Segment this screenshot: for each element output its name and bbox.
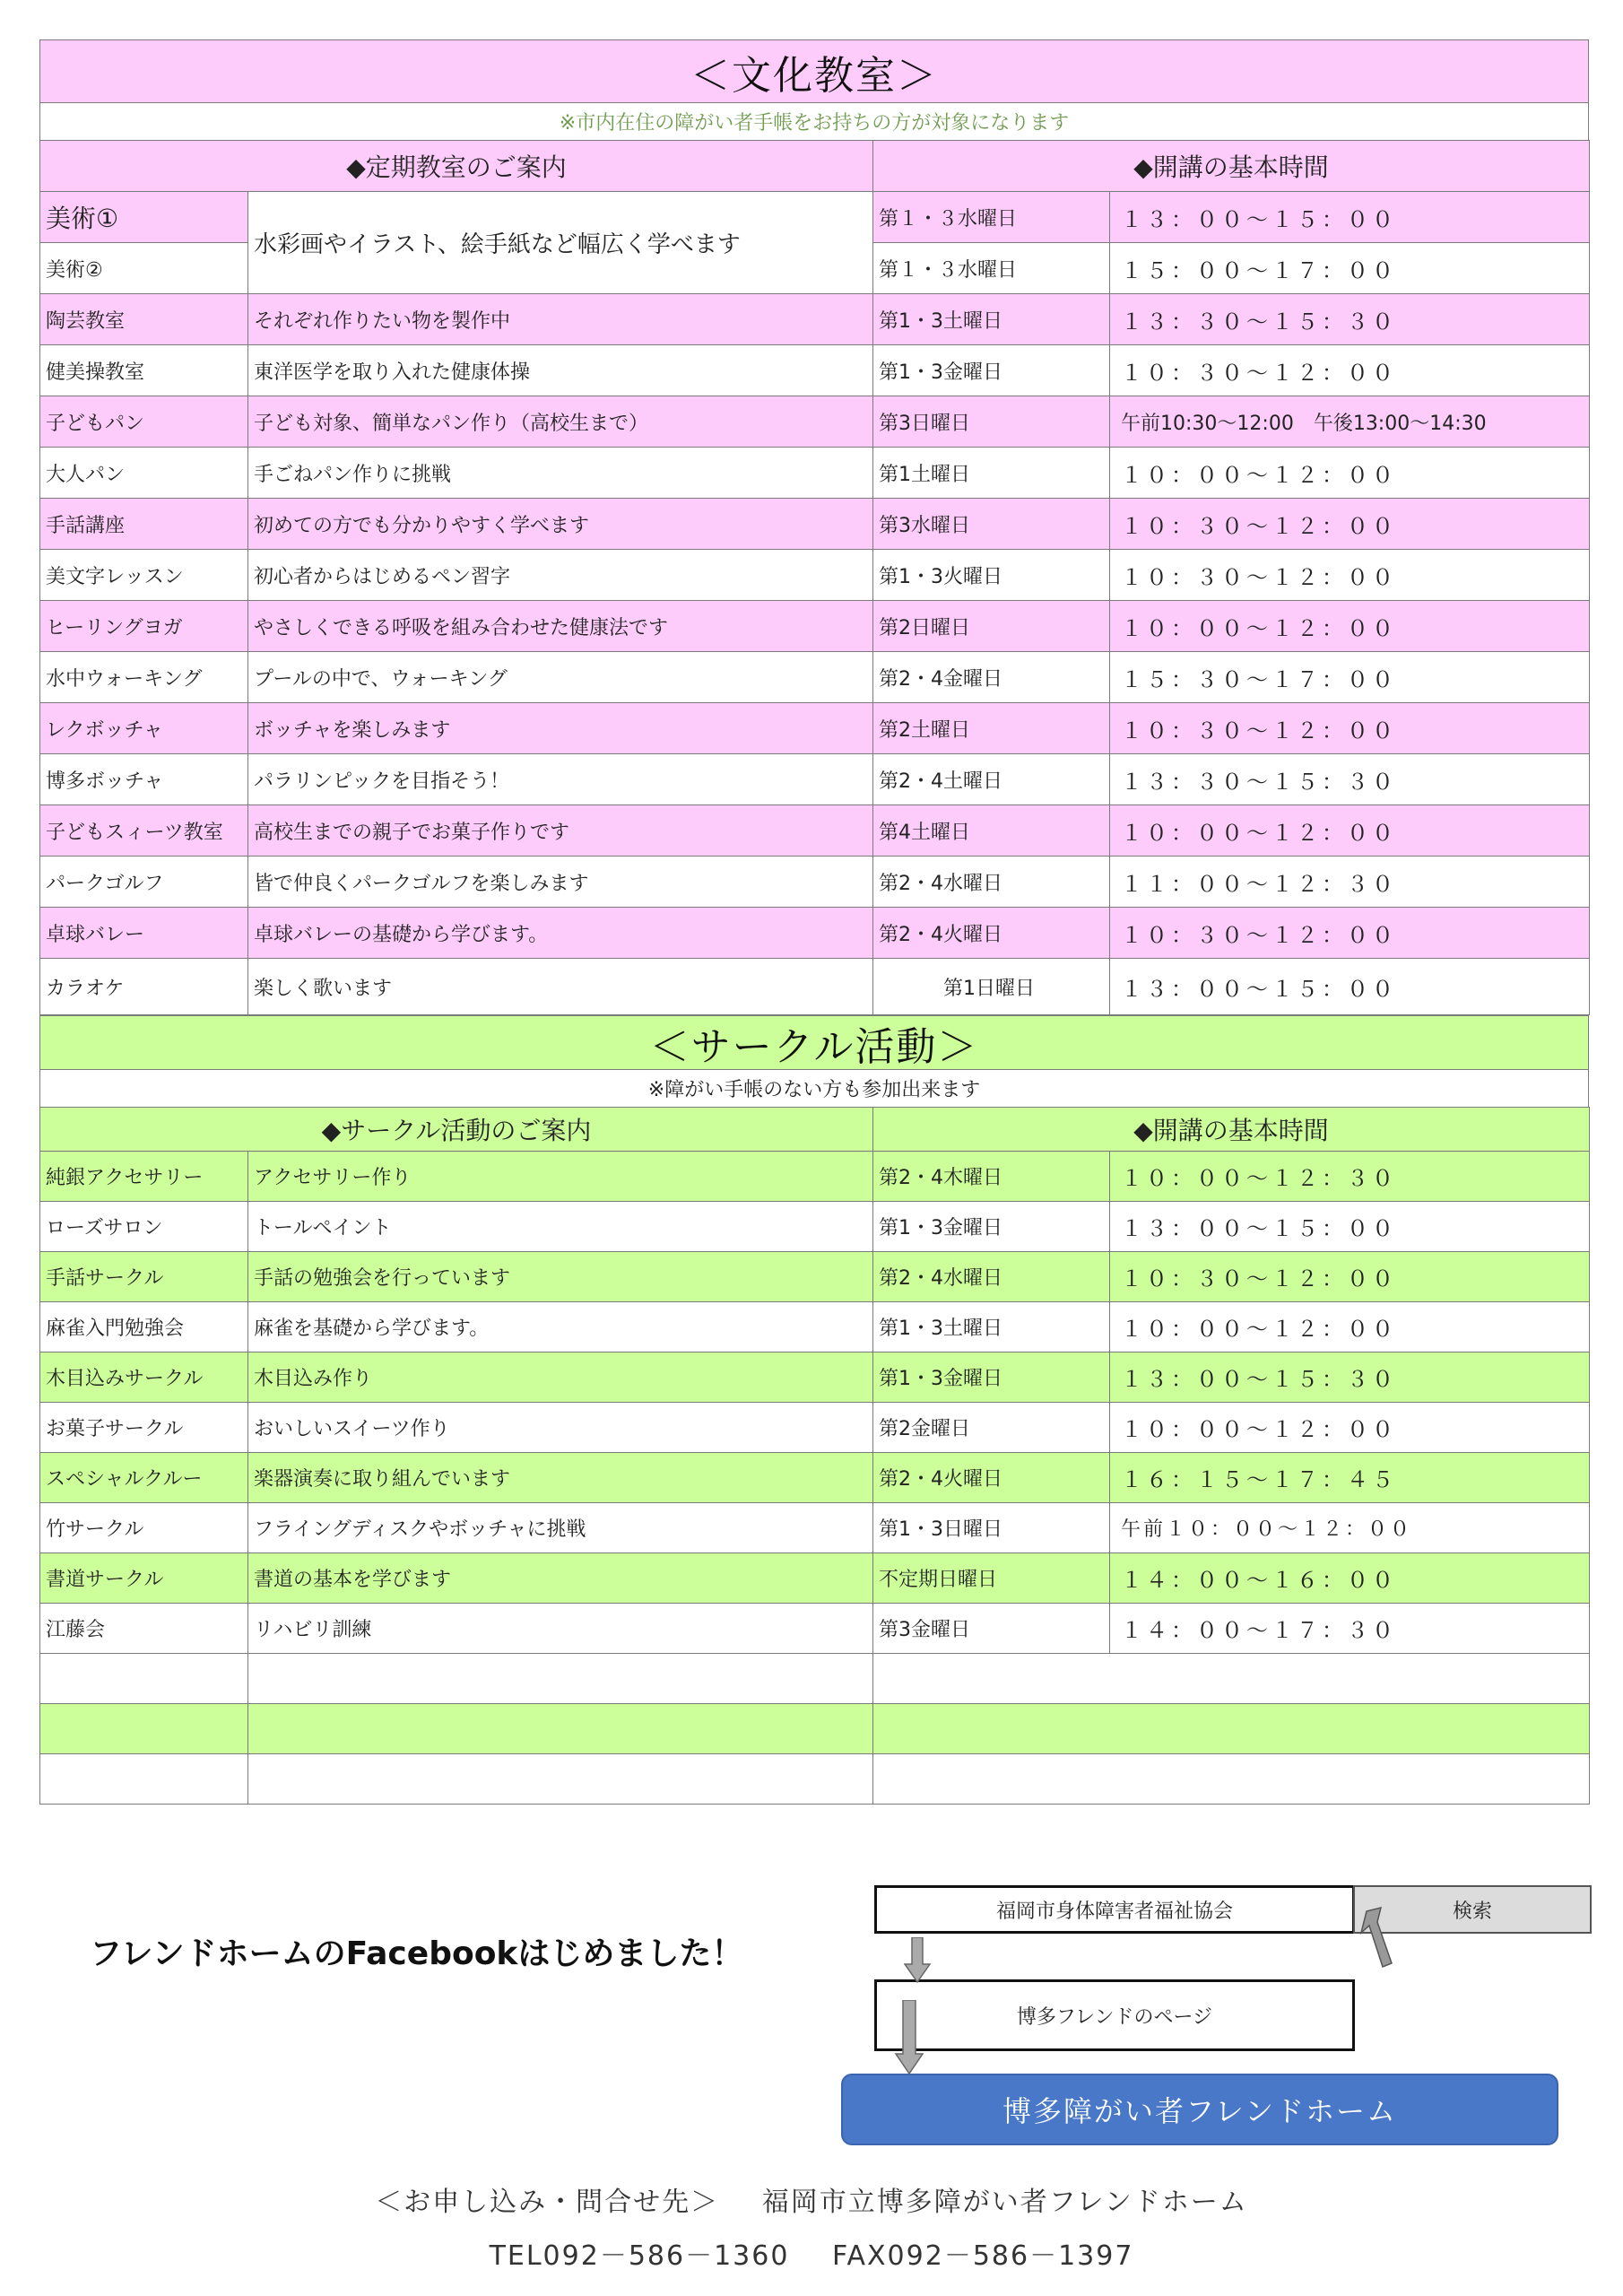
class-name: 水中ウォーキング bbox=[40, 652, 248, 703]
class-day: 第2・4土曜日 bbox=[873, 754, 1110, 805]
class-time: １０：００〜１２：００ bbox=[1110, 448, 1590, 499]
class-description: 楽器演奏に取り組んでいます bbox=[248, 1453, 873, 1503]
phone-line bbox=[0, 2233, 1623, 2273]
class-time: １０：３０〜１２：００ bbox=[1110, 345, 1590, 396]
table-row bbox=[40, 550, 1590, 601]
class-name: 竹サークル bbox=[40, 1503, 248, 1553]
circle-header-right: ◆開講の基本時間 bbox=[873, 1108, 1590, 1152]
class-time: １５：００〜１７：００ bbox=[1110, 243, 1590, 294]
class-day: 第2・4火曜日 bbox=[873, 1453, 1110, 1503]
circle-table bbox=[39, 1107, 1590, 1805]
class-time: １３：００〜１５：００ bbox=[1110, 1202, 1590, 1252]
class-name: 美術② bbox=[40, 243, 248, 294]
contact-label: ＜お申し込み・問合せ先＞ bbox=[375, 2187, 720, 2218]
class-description: トールペイント bbox=[248, 1202, 873, 1252]
class-time: １０：３０〜１２：００ bbox=[1110, 908, 1590, 959]
class-description: 水彩画やイラスト、絵手紙など幅広く学べます bbox=[248, 192, 873, 294]
search-box[interactable]: 福岡市身体障害者福祉協会 bbox=[874, 1885, 1355, 1934]
class-description: プールの中で、ウォーキング bbox=[248, 652, 873, 703]
class-day: 第2・4金曜日 bbox=[873, 652, 1110, 703]
class-description: 卓球バレーの基礎から学びます。 bbox=[248, 908, 873, 959]
class-name: 手話サークル bbox=[40, 1252, 248, 1302]
class-day: 第2金曜日 bbox=[873, 1403, 1110, 1453]
class-description: おいしいスイーツ作り bbox=[248, 1403, 873, 1453]
class-time: １０：００〜１２：００ bbox=[1110, 601, 1590, 652]
table-row bbox=[40, 908, 1590, 959]
class-description: パラリンピックを目指そう！ bbox=[248, 754, 873, 805]
class-description: 書道の基本を学びます bbox=[248, 1553, 873, 1604]
class-time: １３：３０〜１５：３０ bbox=[1110, 294, 1590, 345]
flyer-sheet bbox=[39, 39, 1589, 1805]
table-row bbox=[40, 1152, 1590, 1202]
class-time: １３：００〜１５：３０ bbox=[1110, 1352, 1590, 1403]
empty-cell bbox=[873, 1704, 1590, 1754]
class-name: 子どもパン bbox=[40, 396, 248, 448]
class-name: お菓子サークル bbox=[40, 1403, 248, 1453]
class-name: スペシャルクルー bbox=[40, 1453, 248, 1503]
table-row bbox=[40, 1202, 1590, 1252]
class-time: 午前１０：００〜１２：００ bbox=[1110, 1503, 1590, 1553]
class-description: 楽しく歌います bbox=[248, 959, 873, 1015]
class-time: １０：００〜１２：００ bbox=[1110, 805, 1590, 857]
class-name: 麻雀入門勉強会 bbox=[40, 1302, 248, 1352]
class-day: 第1・3金曜日 bbox=[873, 1352, 1110, 1403]
class-day: 第3日曜日 bbox=[873, 396, 1110, 448]
class-name: ヒーリングヨガ bbox=[40, 601, 248, 652]
class-time: １０：００〜１２：３０ bbox=[1110, 1152, 1590, 1202]
class-day: 第3水曜日 bbox=[873, 499, 1110, 550]
table-row bbox=[40, 448, 1590, 499]
culture-note: ※市内在住の障がい者手帳をお持ちの方が対象になります bbox=[39, 102, 1589, 140]
culture-header-left: ◆定期教室のご案内 bbox=[40, 141, 873, 192]
class-day: 第1・3土曜日 bbox=[873, 1302, 1110, 1352]
class-day: 不定期日曜日 bbox=[873, 1553, 1110, 1604]
empty-row bbox=[40, 1704, 1590, 1754]
empty-cell bbox=[873, 1654, 1590, 1704]
table-row bbox=[40, 345, 1590, 396]
empty-cell bbox=[40, 1654, 248, 1704]
class-name: 子どもスィーツ教室 bbox=[40, 805, 248, 857]
class-description: 初心者からはじめるペン習字 bbox=[248, 550, 873, 601]
class-time: １０：３０〜１２：００ bbox=[1110, 499, 1590, 550]
empty-cell bbox=[873, 1754, 1590, 1805]
class-description: やさしくできる呼吸を組み合わせた健康法です bbox=[248, 601, 873, 652]
class-time: 午前10:30〜12:00 午後13:00〜14:30 bbox=[1110, 396, 1590, 448]
tel-number: TEL092－586－1360 bbox=[489, 2240, 790, 2272]
class-day: 第1・3土曜日 bbox=[873, 294, 1110, 345]
class-time: １０：３０〜１２：００ bbox=[1110, 550, 1590, 601]
empty-row bbox=[40, 1754, 1590, 1805]
empty-cell bbox=[248, 1704, 873, 1754]
class-description: 初めての方でも分かりやすく学べます bbox=[248, 499, 873, 550]
class-day: 第1・3火曜日 bbox=[873, 550, 1110, 601]
class-day: 第2日曜日 bbox=[873, 601, 1110, 652]
class-name: 美術① bbox=[40, 192, 248, 243]
class-description: 東洋医学を取り入れた健康体操 bbox=[248, 345, 873, 396]
table-row bbox=[40, 192, 1590, 243]
class-name: 卓球バレー bbox=[40, 908, 248, 959]
down-arrow-icon bbox=[904, 1937, 931, 1984]
fax-number: FAX092－586－1397 bbox=[831, 2240, 1134, 2272]
class-day: 第2・4木曜日 bbox=[873, 1152, 1110, 1202]
class-name: カラオケ bbox=[40, 959, 248, 1015]
culture-header-right: ◆開講の基本時間 bbox=[873, 141, 1590, 192]
table-row bbox=[40, 1453, 1590, 1503]
class-description: 麻雀を基礎から学びます。 bbox=[248, 1302, 873, 1352]
class-day: 第4土曜日 bbox=[873, 805, 1110, 857]
empty-cell bbox=[40, 1754, 248, 1805]
class-name: 大人パン bbox=[40, 448, 248, 499]
class-day: 第2土曜日 bbox=[873, 703, 1110, 754]
class-name: レクボッチャ bbox=[40, 703, 248, 754]
table-row bbox=[40, 1302, 1590, 1352]
down-arrow-icon bbox=[894, 2000, 924, 2075]
class-day: 第１・３水曜日 bbox=[873, 192, 1110, 243]
class-name: 博多ボッチャ bbox=[40, 754, 248, 805]
page-box[interactable]: 博多フレンドのページ bbox=[874, 1979, 1355, 2051]
class-day: 第1土曜日 bbox=[873, 448, 1110, 499]
class-description: 木目込み作り bbox=[248, 1352, 873, 1403]
table-row bbox=[40, 294, 1590, 345]
class-time: １３：３０〜１５：３０ bbox=[1110, 754, 1590, 805]
class-description: それぞれ作りたい物を製作中 bbox=[248, 294, 873, 345]
class-time: １０：３０〜１２：００ bbox=[1110, 1252, 1590, 1302]
table-row bbox=[40, 499, 1590, 550]
class-description: ボッチャを楽しみます bbox=[248, 703, 873, 754]
class-time: １０：３０〜１２：００ bbox=[1110, 703, 1590, 754]
home-button[interactable]: 博多障がい者フレンドホーム bbox=[841, 2074, 1558, 2145]
table-row bbox=[40, 703, 1590, 754]
empty-row bbox=[40, 1654, 1590, 1704]
class-description: 子ども対象、簡単なパン作り（高校生まで） bbox=[248, 396, 873, 448]
class-name: 健美操教室 bbox=[40, 345, 248, 396]
class-description: フライングディスクやボッチャに挑戦 bbox=[248, 1503, 873, 1553]
circle-title: ＜サークル活動＞ bbox=[39, 1015, 1589, 1069]
table-row bbox=[40, 652, 1590, 703]
class-day: 第１・３水曜日 bbox=[873, 243, 1110, 294]
class-description: アクセサリー作り bbox=[248, 1152, 873, 1202]
class-description: 手話の勉強会を行っています bbox=[248, 1252, 873, 1302]
table-row bbox=[40, 805, 1590, 857]
table-row bbox=[40, 1553, 1590, 1604]
table-row bbox=[40, 1604, 1590, 1654]
class-day: 第3金曜日 bbox=[873, 1604, 1110, 1654]
class-name: ローズサロン bbox=[40, 1202, 248, 1252]
class-time: １３：００〜１５：００ bbox=[1110, 959, 1590, 1015]
table-row bbox=[40, 1503, 1590, 1553]
class-time: １０：００〜１２：００ bbox=[1110, 1302, 1590, 1352]
class-name: 書道サークル bbox=[40, 1553, 248, 1604]
class-name: 美文字レッスン bbox=[40, 550, 248, 601]
empty-cell bbox=[40, 1704, 248, 1754]
search-button[interactable]: 検索 bbox=[1353, 1885, 1592, 1934]
class-time: １０：００〜１２：００ bbox=[1110, 1403, 1590, 1453]
circle-header-row bbox=[40, 1108, 1590, 1152]
contact-line bbox=[0, 2179, 1623, 2219]
class-day: 第2・4水曜日 bbox=[873, 1252, 1110, 1302]
class-day: 第1日曜日 bbox=[873, 959, 1110, 1015]
empty-cell bbox=[248, 1754, 873, 1805]
facebook-headline: フレンドホームのFacebookはじめました！ bbox=[90, 1935, 744, 1972]
class-time: １４：００〜１７：３０ bbox=[1110, 1604, 1590, 1654]
culture-title: ＜文化教室＞ bbox=[39, 39, 1589, 102]
class-time: １５：３０〜１７：００ bbox=[1110, 652, 1590, 703]
class-description: 高校生までの親子でお菓子作りです bbox=[248, 805, 873, 857]
class-time: １１：００〜１２：３０ bbox=[1110, 857, 1590, 908]
table-row bbox=[40, 396, 1590, 448]
empty-cell bbox=[248, 1654, 873, 1704]
class-name: 木目込みサークル bbox=[40, 1352, 248, 1403]
circle-header-left: ◆サークル活動のご案内 bbox=[40, 1108, 873, 1152]
class-day: 第2・4火曜日 bbox=[873, 908, 1110, 959]
class-name: 純銀アクセサリー bbox=[40, 1152, 248, 1202]
class-name: 江藤会 bbox=[40, 1604, 248, 1654]
class-name: 手話講座 bbox=[40, 499, 248, 550]
class-day: 第1・3金曜日 bbox=[873, 345, 1110, 396]
class-time: １３：００〜１５：００ bbox=[1110, 192, 1590, 243]
class-name: 陶芸教室 bbox=[40, 294, 248, 345]
class-day: 第2・4水曜日 bbox=[873, 857, 1110, 908]
class-time: １４：００〜１６：００ bbox=[1110, 1553, 1590, 1604]
culture-table bbox=[39, 140, 1590, 1015]
table-row bbox=[40, 1352, 1590, 1403]
class-description: 皆で仲良くパークゴルフを楽しみます bbox=[248, 857, 873, 908]
circle-note: ※障がい手帳のない方も参加出来ます bbox=[39, 1069, 1589, 1107]
class-description: 手ごねパン作りに挑戦 bbox=[248, 448, 873, 499]
class-time: １６：１５〜１７：４５ bbox=[1110, 1453, 1590, 1503]
class-name: パークゴルフ bbox=[40, 857, 248, 908]
table-row bbox=[40, 754, 1590, 805]
class-day: 第1・3金曜日 bbox=[873, 1202, 1110, 1252]
class-day: 第1・3日曜日 bbox=[873, 1503, 1110, 1553]
table-row bbox=[40, 959, 1590, 1015]
table-row bbox=[40, 1252, 1590, 1302]
culture-header-row bbox=[40, 141, 1590, 192]
table-row bbox=[40, 1403, 1590, 1453]
class-description: リハビリ訓練 bbox=[248, 1604, 873, 1654]
up-arrow-icon bbox=[1354, 1906, 1399, 1969]
contact-org: 福岡市立博多障がい者フレンドホーム bbox=[761, 2187, 1248, 2218]
table-row bbox=[40, 857, 1590, 908]
table-row bbox=[40, 601, 1590, 652]
